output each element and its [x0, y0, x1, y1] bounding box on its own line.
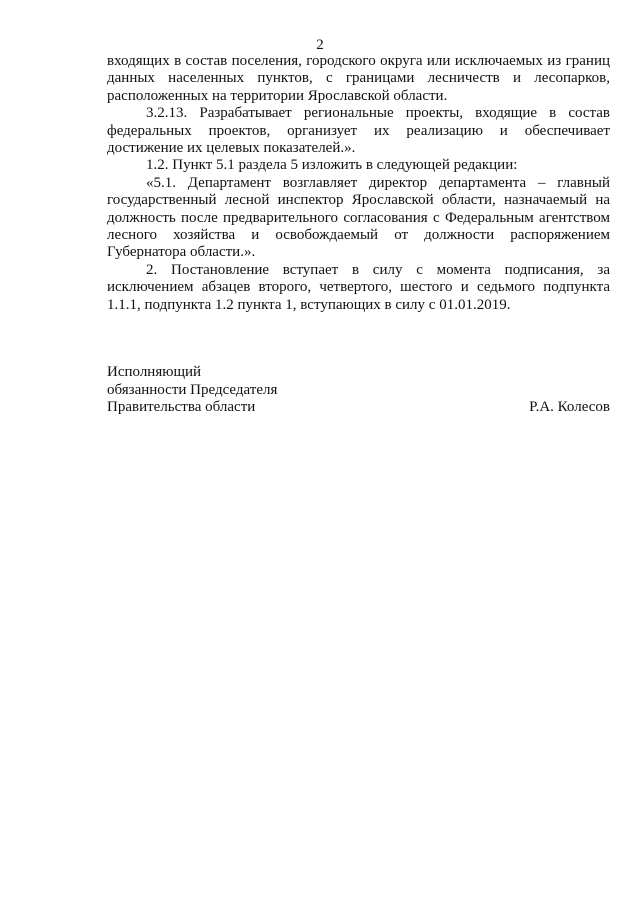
signature-row: [107, 399, 610, 417]
paragraph-2: 2. Постановление вступает в силу с момента подписания, за исключением абзацев второго, четвертого, шестого и седьмого подпункта 1.1.1, подпункта 1.2 пункта 1, вступающих в силу с 01.01.2019.: [107, 261, 610, 313]
signature-block: [107, 364, 610, 417]
signatory-name: Р.А. Колесов: [529, 399, 610, 416]
document-body: [107, 53, 610, 314]
paragraph-continuation: входящих в состав поселения, городского округа или исключаемых из границ данных населенных пунктов, с границами лесничеств и лесопарков, расположенных на территории Ярославской области.: [107, 53, 610, 104]
signatory-title-line-3: Правительства области: [107, 399, 256, 416]
paragraph-1-2: 1.2. Пункт 5.1 раздела 5 изложить в следующей редакции:: [146, 157, 518, 174]
paragraph-3-2-13: 3.2.13. Разрабатывает региональные проекты, входящие в состав федеральных проектов, организует их реализацию и обеспечивает достижение их целевых показателей.».: [107, 105, 610, 157]
signatory-title-line-1: Исполняющий: [107, 364, 202, 380]
page-number: 2: [316, 37, 324, 53]
paragraph-5-1: «5.1. Департамент возглавляет директор департамента – главный государственный лесной инспектор Ярославской области, назначаемый на должность после предварительного согласования с Федеральным агентством лесного хозяйства и освобождаемый от должности распоряжением Губернатора области.».: [107, 174, 610, 261]
signatory-title-line-2: обязанности Председателя: [107, 381, 278, 398]
